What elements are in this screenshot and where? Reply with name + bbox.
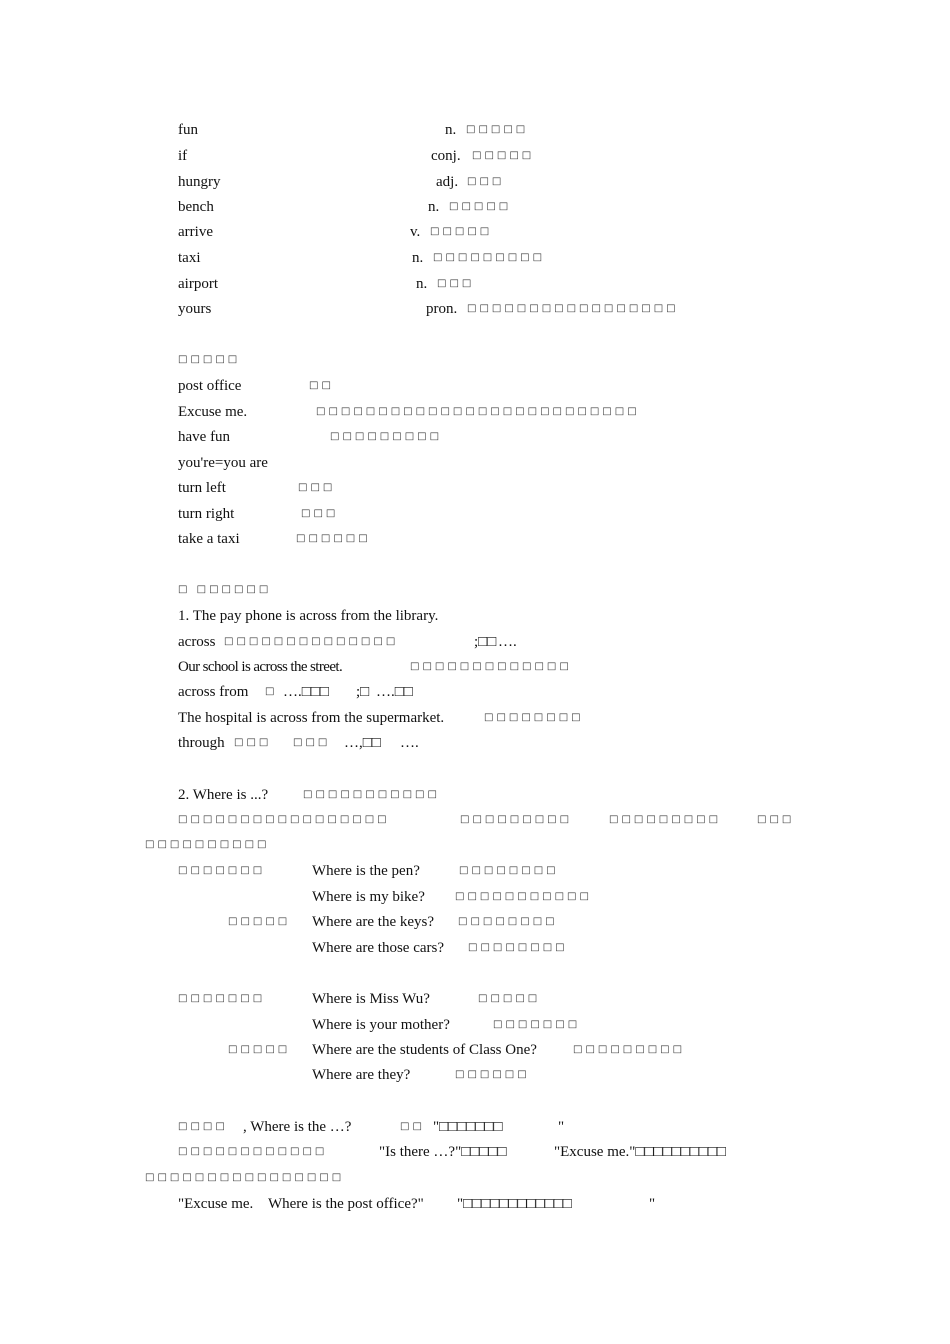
point1-text: ….□□□ <box>283 684 329 700</box>
vocab-pos: n. <box>416 276 428 292</box>
example-cn: □□□□□□□□ <box>468 942 568 953</box>
note-text: □□ <box>400 1121 425 1132</box>
vocab-pos: conj. <box>431 148 461 164</box>
vocab-pos: pron. <box>426 301 458 317</box>
phrase-en: have fun <box>178 429 231 445</box>
vocab-word: if <box>178 148 188 164</box>
example-cn: □□□□□□ <box>455 1069 530 1080</box>
point1-text: ;□□ <box>474 634 497 650</box>
vocab-word: taxi <box>178 250 201 266</box>
example-cn: □□□□□□□□ <box>458 916 558 927</box>
vocab-pos: v. <box>410 224 421 240</box>
point1-text: …. <box>498 634 517 650</box>
points-heading: □ □□□□□□ <box>178 584 272 595</box>
vocab-pos: n. <box>445 122 457 138</box>
phrase-cn: □□□ <box>298 482 336 493</box>
note-text: □□□□□□□□□□□□□□□□ <box>145 1172 345 1183</box>
point1-text: □□□ <box>234 737 272 748</box>
point1-text: □□□ <box>293 737 331 748</box>
example-en: Where is the pen? <box>312 863 420 879</box>
group1-label: □□□□□□□ <box>178 865 266 876</box>
vocab-meaning: □□□□□□□□□□□□□□□□□ <box>467 303 679 314</box>
example-cn: □□□□□ <box>478 993 541 1004</box>
point1-text: □ <box>265 686 278 697</box>
point1-text: …,□□ <box>344 735 381 751</box>
example-cn: □□□□□□□ <box>493 1019 581 1030</box>
point1-text: …. <box>400 735 419 751</box>
point2-desc: □□□□□□□□□ <box>609 814 722 825</box>
vocab-pos: n. <box>428 199 440 215</box>
phrase-cn: □□□□□□□□□□□□□□□□□□□□□□□□□□ <box>316 406 640 417</box>
phrase-en: turn right <box>178 506 235 522</box>
note-example: "Excuse me. Where is the post office?" <box>178 1196 424 1212</box>
vocab-meaning: □□□ <box>437 278 475 289</box>
example-en: Where is your mother? <box>312 1017 450 1033</box>
example-en: Where is my bike? <box>312 889 425 905</box>
point1-example-cn: □□□□□□□□ <box>484 712 584 723</box>
phrase-en: post office <box>178 378 242 394</box>
point1-example-cn: □□□□□□□□□□□□□ <box>410 661 572 672</box>
point1-title: 1. The pay phone is across from the library. <box>178 608 439 624</box>
note-text: □□□□□□□□□□□□ <box>178 1146 328 1157</box>
point1-example: Our school is across the street. <box>178 659 343 675</box>
vocab-pos: n. <box>412 250 424 266</box>
group2-label: □□□□□□□ <box>178 993 266 1004</box>
note-example-cn: "□□□□□□□□□□□□ <box>457 1196 572 1212</box>
example-en: Where are those cars? <box>312 940 444 956</box>
example-cn: □□□□□□□□□ <box>573 1044 686 1055</box>
vocab-meaning: □□□□□ <box>472 150 535 161</box>
phrase-en: turn left <box>178 480 226 496</box>
vocab-meaning: □□□□□ <box>449 201 512 212</box>
point2-desc: □□□ <box>757 814 795 825</box>
example-en: Where are the keys? <box>312 914 435 930</box>
point2-title-cn: □□□□□□□□□□□ <box>303 789 440 800</box>
phrase-cn: □□□ <box>301 508 339 519</box>
example-cn: □□□□□□□□□□□ <box>455 891 592 902</box>
vocab-meaning: □□□ <box>467 176 505 187</box>
vocab-pos: adj. <box>436 174 459 190</box>
phrase-cn: □□□□□□ <box>296 533 371 544</box>
phrase-en: you're=you are <box>178 455 268 471</box>
point2-desc: □□□□□□□□□□ <box>145 839 270 850</box>
point1-text: ;□ <box>356 684 370 700</box>
phrase-en: Excuse me. <box>178 404 248 420</box>
point2-desc: □□□□□□□□□ <box>460 814 573 825</box>
example-cn: □□□□□□□□ <box>459 865 559 876</box>
example-en: Where are they? <box>312 1067 411 1083</box>
vocab-word: hungry <box>178 174 221 190</box>
vocab-word: yours <box>178 301 212 317</box>
note-text: "Is there …?"□□□□□ <box>379 1144 507 1160</box>
point2-desc: □□□□□□□□□□□□□□□□□ <box>178 814 390 825</box>
note-text: , Where is the …? <box>243 1119 352 1135</box>
note-text: □□□□ <box>178 1121 228 1132</box>
example-en: Where is Miss Wu? <box>312 991 430 1007</box>
point1-example: The hospital is across from the supermarket. <box>178 710 445 726</box>
vocab-word: fun <box>178 122 198 138</box>
point1-text: through <box>178 735 225 751</box>
vocab-meaning: □□□□□ <box>430 226 493 237</box>
phrase-cn: □□ <box>309 380 334 391</box>
vocab-word: arrive <box>178 224 213 240</box>
vocab-meaning: □□□□□□□□□ <box>433 252 546 263</box>
point1-text: ….□□ <box>376 684 413 700</box>
vocab-word: bench <box>178 199 214 215</box>
note-text: "□□□□□□□ <box>433 1119 503 1135</box>
example-en: Where are the students of Class One? <box>312 1042 537 1058</box>
point1-text: across from <box>178 684 249 700</box>
phrases-heading: □□□□□ <box>178 354 241 365</box>
point1-text: across <box>178 634 216 650</box>
point1-text: □□□□□□□□□□□□□□ <box>224 636 399 647</box>
point2-title: 2. Where is ...? <box>178 787 269 803</box>
group2-label: □□□□□ <box>228 1044 291 1055</box>
phrase-cn: □□□□□□□□□ <box>330 431 443 442</box>
note-text: "Excuse me."□□□□□□□□□□ <box>554 1144 726 1160</box>
phrase-en: take a taxi <box>178 531 240 547</box>
vocab-word: airport <box>178 276 218 292</box>
vocab-meaning: □□□□□ <box>466 124 529 135</box>
group1-label: □□□□□ <box>228 916 291 927</box>
note-text: " <box>649 1196 656 1212</box>
note-text: " <box>558 1119 565 1135</box>
